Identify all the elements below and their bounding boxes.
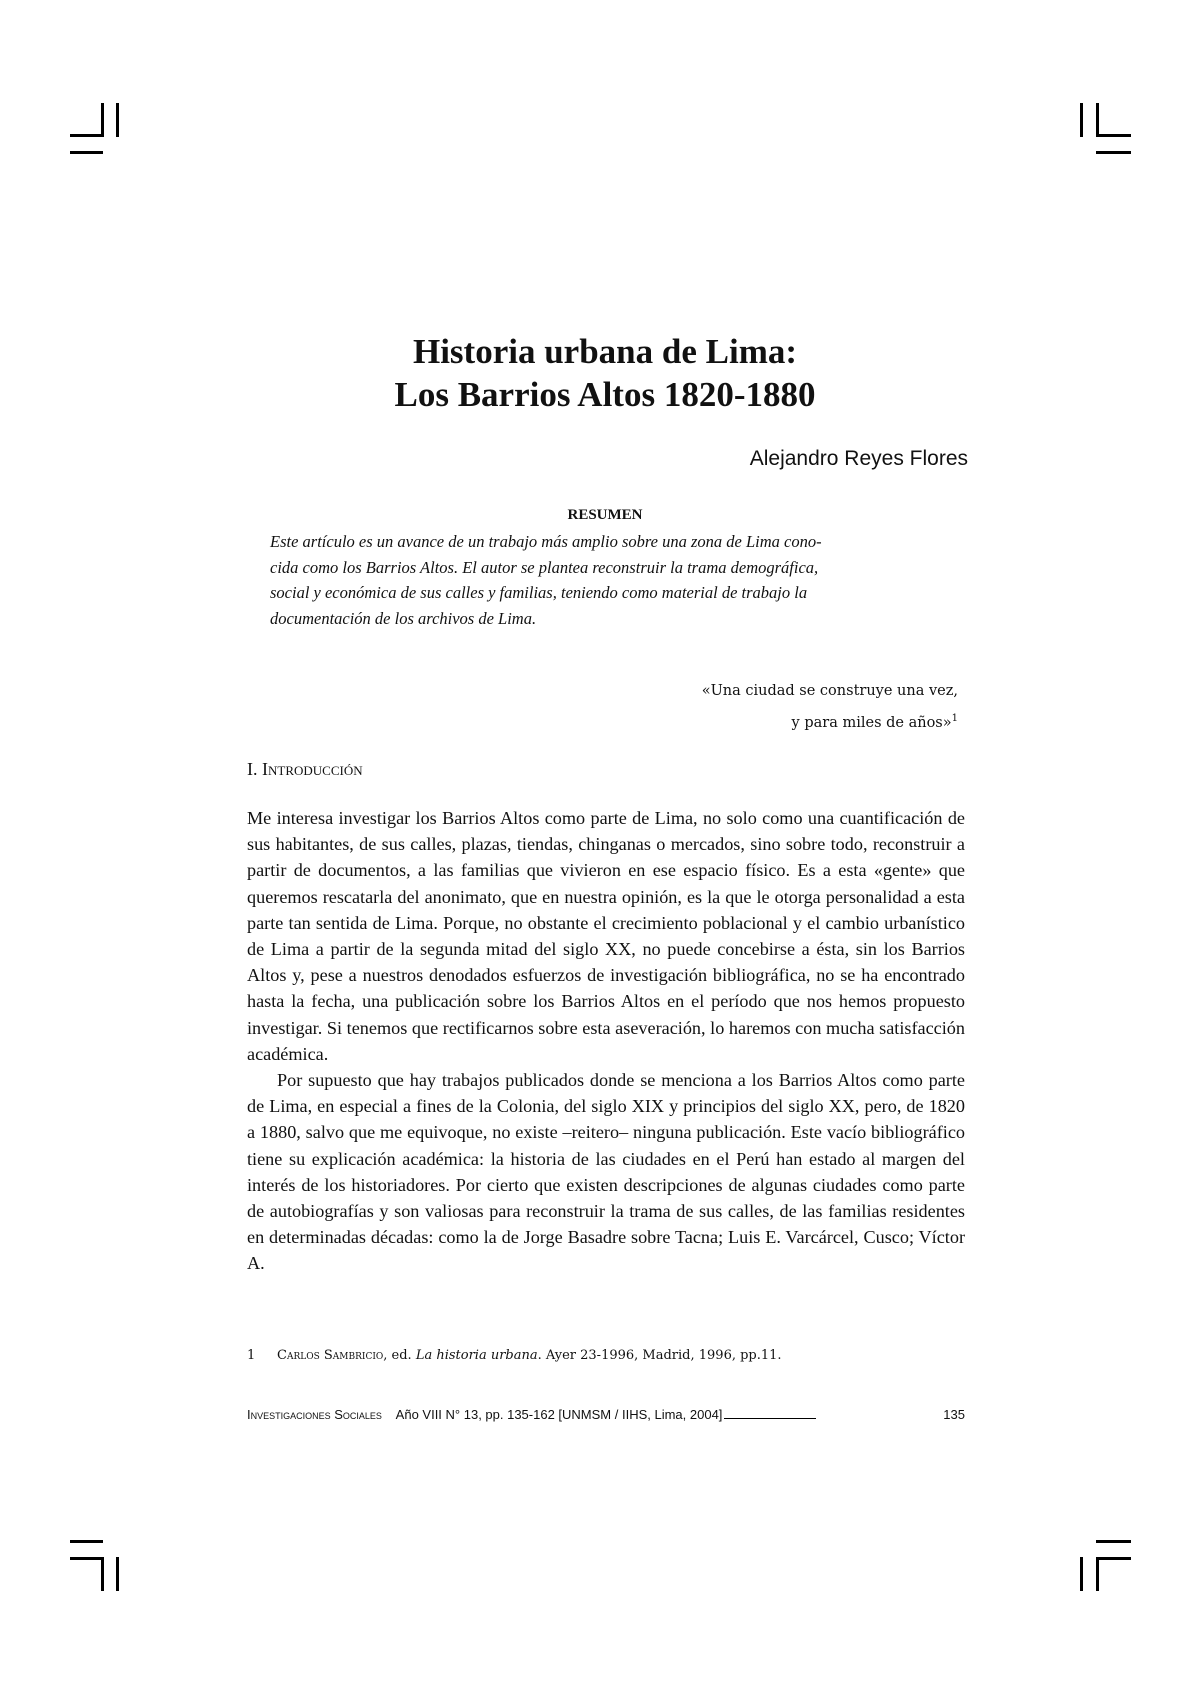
section-heading: I. Introducción	[247, 759, 363, 779]
footnote-sep: , ed.	[383, 1348, 416, 1363]
footer-rule	[724, 1418, 816, 1419]
title-line-1: Historia urbana de Lima:	[412, 332, 798, 371]
abstract-line: documentación de los archivos de Lima.	[270, 608, 537, 628]
running-footer	[247, 1407, 965, 1422]
body-text	[247, 805, 965, 1277]
footnote	[247, 1348, 965, 1363]
footnote-ref: 1	[951, 713, 958, 724]
footnote-author: Carlos Sambricio	[277, 1348, 384, 1363]
paragraph-2: Por supuesto que hay trabajos publicados donde se menciona a los Barrios Altos como parte de Lima, en especial a fines de la Colonia, del siglo XIX y principios del siglo XX, pero, de 1820 a 1880, salvo que me equivoque, no existe –reitero– ninguna publicación. Este vacío bibliográfico tiene su explicación académica: la historia de las ciudades en el Perú han estado al margen del interés de los historiadores. Por cierto que existen descripciones de algunas ciudades como parte de autobiografías y son valiosas para reconstruir la trama de sus calles, de las familias residentes en determinadas décadas: como la de Jorge Basadre sobre Tacna; Luis E. Varcárcel, Cusco; Víctor A.	[247, 1070, 965, 1274]
abstract-line: cida como los Barrios Altos. El autor se plantea reconstruir la trama demográfica,	[270, 557, 819, 577]
abstract-line: Este artículo es un avance de un trabajo más amplio sobre una zona de Lima cono-	[270, 532, 822, 551]
footnote-number: 1	[247, 1348, 256, 1363]
abstract-line: social y económica de sus calles y familias, teniendo como material de trabajo la	[270, 583, 808, 602]
footnote-title: La historia urbana	[415, 1348, 538, 1363]
abstract-heading: RESUMEN	[567, 507, 643, 523]
journal-citation: Año VIII N° 13, pp. 135-162 [UNMSM / IIHS, Lima, 2004]	[395, 1407, 723, 1422]
epigraph	[702, 678, 958, 737]
footnote-rest: . Ayer 23-1996, Madrid, 1996, pp.11.	[537, 1348, 782, 1363]
paragraph-1: Me interesa investigar los Barrios Altos como parte de Lima, no solo como una cuantificación de sus habitantes, de sus calles, plazas, tiendas, chinganas o mercados, sino sobre todo, reconstruir a partir de documentos, a las familias que vivieron en ese espacio físico. Es a esta «gente» que queremos rescatarla del anonimato, que en nuestra opinión, es la que le otorga personalidad a esta parte tan sentida de Lima. Porque, no obstante el crecimiento poblacional y el cambio urbanístico de Lima a partir de la segunda mitad del siglo XX, no puede concebirse a ésta, sin los Barrios Altos y, pese a nuestros denodados esfuerzos de investigación bibliográfica, no se ha encontrado hasta la fecha, una publicación sobre los Barrios Altos en el período que nos hemos propuesto investigar. Si tenemos que rectificarnos sobre esta aseveración, lo haremos con mucha satisfacción académica.	[247, 808, 965, 1064]
title-line-2: Los Barrios Altos 1820-1880	[394, 375, 816, 414]
epigraph-line-2: y para miles de años»	[791, 714, 952, 731]
abstract-text	[270, 529, 950, 631]
page-number: 135	[943, 1407, 965, 1422]
author-name: Alejandro Reyes Flores	[749, 447, 968, 470]
epigraph-line-1: «Una ciudad se construye una vez,	[701, 683, 958, 699]
article-title	[250, 330, 960, 416]
journal-name: Investigaciones Sociales	[247, 1407, 382, 1422]
